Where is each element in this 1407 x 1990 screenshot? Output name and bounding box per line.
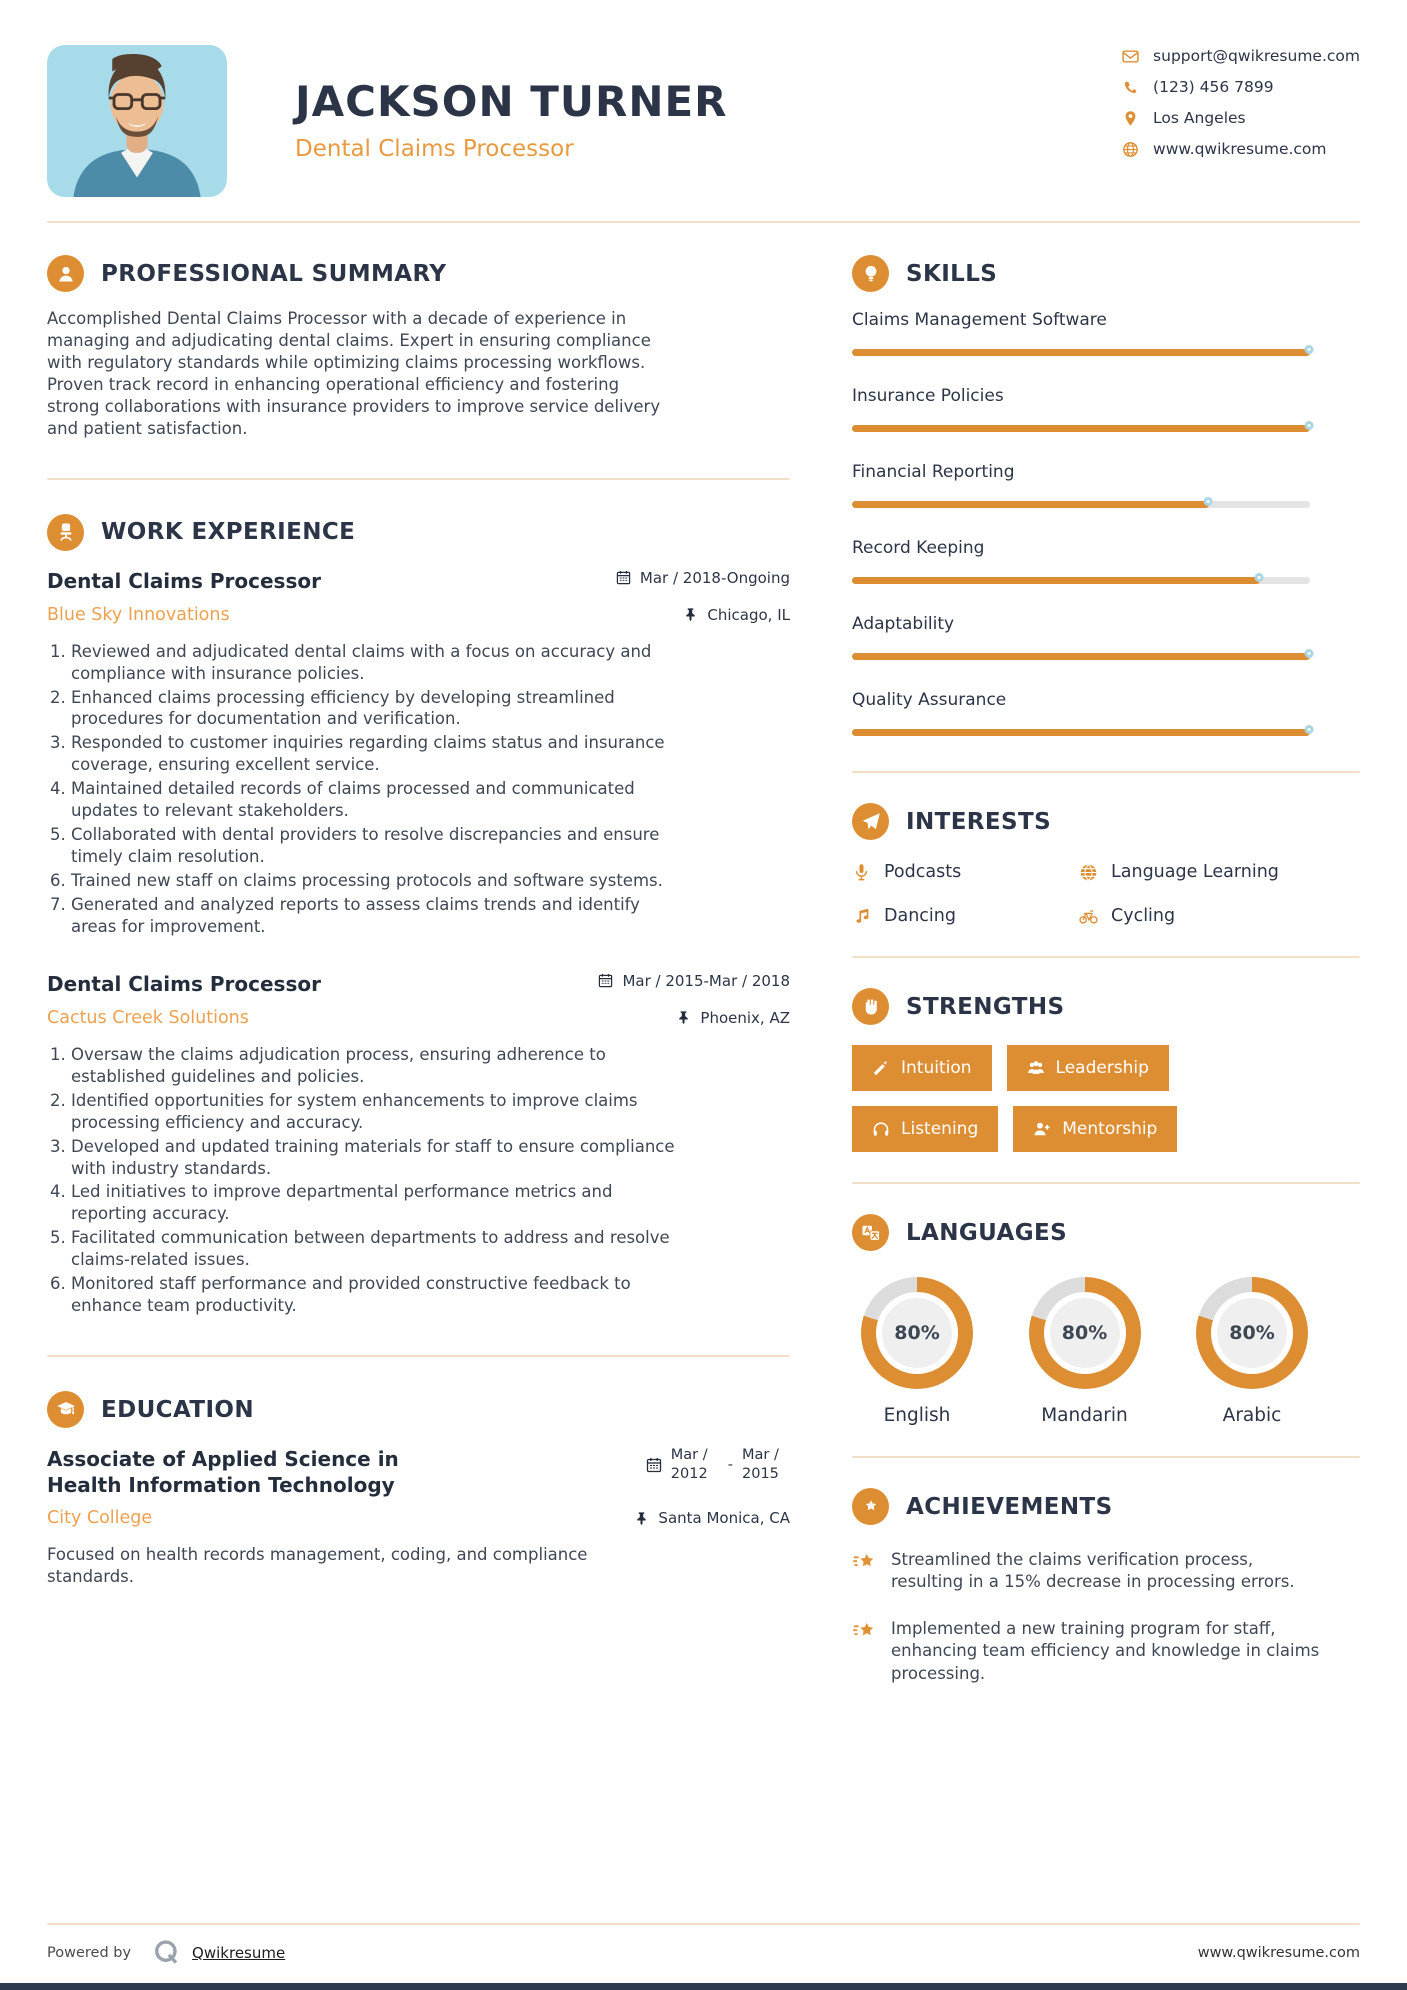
contact-website-value: www.qwikresume.com xyxy=(1153,140,1327,158)
strength-badge xyxy=(852,1045,992,1091)
job-bullet: 6. Monitored staff performance and provided constructive feedback to enhance team productivity. xyxy=(71,1273,675,1317)
pushpin-icon xyxy=(683,607,698,622)
contact-email-value: support@qwikresume.com xyxy=(1153,47,1360,65)
section-title-education: EDUCATION xyxy=(101,1396,255,1423)
achievements-section-heading xyxy=(852,1488,1360,1525)
interest-item xyxy=(852,862,1079,882)
slider-handle xyxy=(1305,649,1314,658)
education-location: Santa Monica, CA xyxy=(634,1509,790,1527)
languages-list xyxy=(852,1277,1317,1426)
job-dates: Mar / 2018-Ongoing xyxy=(616,569,790,587)
contact-phone xyxy=(1122,78,1360,96)
skill-slider xyxy=(852,345,1310,361)
section-title-achievements: ACHIEVEMENTS xyxy=(906,1493,1113,1520)
left-column xyxy=(47,255,790,1685)
header-divider xyxy=(47,221,1360,223)
strength-label: Listening xyxy=(901,1119,979,1139)
identity-block xyxy=(295,77,728,162)
language-donut xyxy=(1029,1277,1141,1389)
skill-slider xyxy=(852,497,1310,513)
email-icon xyxy=(1122,48,1139,65)
shooting-star-icon xyxy=(852,1620,876,1644)
calendar-icon xyxy=(616,570,631,585)
achievement-item xyxy=(852,1618,1360,1685)
language-percent: 80% xyxy=(1050,1298,1120,1368)
pushpin-icon xyxy=(676,1010,691,1025)
job-bullet: 3. Developed and updated training materials for staff to ensure compliance with industry standards. xyxy=(71,1136,675,1180)
contact-phone-value: (123) 456 7899 xyxy=(1153,78,1274,96)
music-note-icon xyxy=(852,907,871,926)
person-name: JACKSON TURNER xyxy=(295,77,728,126)
education-entry xyxy=(47,1446,790,1498)
language-name: Arabic xyxy=(1222,1405,1282,1426)
qwikresume-logo-icon xyxy=(153,1939,180,1966)
section-divider xyxy=(852,771,1360,773)
interest-label: Podcasts xyxy=(884,862,962,882)
office-chair-icon xyxy=(47,514,84,551)
header xyxy=(47,0,1360,197)
language-item xyxy=(1020,1277,1150,1426)
skill-item xyxy=(852,462,1360,513)
lightbulb-icon xyxy=(852,255,889,292)
interest-item xyxy=(852,906,1079,926)
language-item xyxy=(852,1277,982,1426)
section-divider xyxy=(852,956,1360,958)
shooting-star-icon xyxy=(852,1551,876,1575)
person-job-title: Dental Claims Processor xyxy=(295,136,574,162)
website-icon xyxy=(1122,141,1139,158)
job-company: Blue Sky Innovations xyxy=(47,604,230,625)
achievements-list xyxy=(852,1549,1360,1685)
skill-name: Insurance Policies xyxy=(852,386,1004,406)
right-column xyxy=(852,255,1360,1685)
strengths-list xyxy=(852,1045,1322,1152)
skill-name: Quality Assurance xyxy=(852,690,1007,710)
job-bullet: 4. Led initiatives to improve departmental performance metrics and reporting accuracy. xyxy=(71,1181,675,1225)
section-title-skills: SKILLS xyxy=(906,260,998,287)
job-bullet: 1. Oversaw the claims adjudication process, ensuring adherence to established guidelines and policies. xyxy=(71,1044,675,1088)
slider-handle xyxy=(1305,421,1314,430)
graduate-icon xyxy=(47,1391,84,1428)
magic-wand-icon xyxy=(872,1059,890,1077)
interest-label: Language Learning xyxy=(1111,862,1279,882)
language-donut xyxy=(861,1277,973,1389)
qwikresume-link[interactable]: Qwikresume xyxy=(192,1943,286,1962)
job-bullet: 5. Collaborated with dental providers to resolve discrepancies and ensure timely claim resolution. xyxy=(71,824,675,868)
section-divider xyxy=(47,1355,790,1357)
strength-badge xyxy=(1013,1106,1177,1152)
section-title-strengths: STRENGTHS xyxy=(906,993,1065,1020)
location-icon xyxy=(1122,110,1139,127)
language-item xyxy=(1187,1277,1317,1426)
strengths-section-heading xyxy=(852,988,1360,1025)
interest-item xyxy=(1079,906,1360,926)
job-bullets xyxy=(47,641,675,938)
degree-title: Associate of Applied Science in Health Information Technology xyxy=(47,1447,399,1498)
language-name: Mandarin xyxy=(1041,1405,1128,1426)
calendar-icon xyxy=(598,973,613,988)
section-divider xyxy=(47,478,790,480)
job-bullet: 2. Enhanced claims processing efficiency by developing streamlined procedures for documentation and verification. xyxy=(71,687,675,731)
skill-slider xyxy=(852,573,1310,589)
skill-name: Adaptability xyxy=(852,614,955,634)
paper-plane-icon xyxy=(852,803,889,840)
person-portrait-illustration xyxy=(47,45,227,197)
summary-section-heading xyxy=(47,255,790,292)
skill-item xyxy=(852,690,1360,741)
education-dates xyxy=(646,1446,790,1484)
language-percent: 80% xyxy=(1217,1298,1287,1368)
microphone-icon xyxy=(852,863,871,882)
strength-label: Leadership xyxy=(1055,1058,1149,1078)
section-title-work: WORK EXPERIENCE xyxy=(101,519,356,546)
languages-section-heading xyxy=(852,1214,1360,1251)
user-plus-icon xyxy=(1033,1120,1051,1138)
skill-slider xyxy=(852,421,1310,437)
achievement-text: Implemented a new training program for staff, enhancing team efficiency and knowledge in claims processing. xyxy=(891,1618,1320,1683)
skill-item xyxy=(852,310,1360,361)
strength-label: Mentorship xyxy=(1062,1119,1158,1139)
contact-location xyxy=(1122,109,1360,127)
job-location: Phoenix, AZ xyxy=(676,1009,790,1027)
language-donut xyxy=(1196,1277,1308,1389)
slider-handle xyxy=(1254,573,1263,582)
job-entry xyxy=(47,972,790,1317)
section-title-languages: LANGUAGES xyxy=(906,1219,1068,1246)
job-title: Dental Claims Processor xyxy=(47,971,321,996)
work-section-heading xyxy=(47,514,790,551)
skill-name: Claims Management Software xyxy=(852,310,1107,330)
job-bullet: 1. Reviewed and adjudicated dental claims with a focus on accuracy and compliance with insurance policies. xyxy=(71,641,675,685)
interests-section-heading xyxy=(852,803,1360,840)
strength-label: Intuition xyxy=(901,1058,972,1078)
language-percent: 80% xyxy=(882,1298,952,1368)
slider-handle xyxy=(1204,497,1213,506)
education-date-separator: - xyxy=(727,1456,733,1473)
team-icon xyxy=(1027,1059,1045,1077)
job-entry xyxy=(47,569,790,938)
powered-by-label: Powered by xyxy=(47,1944,132,1961)
profile-photo xyxy=(47,45,227,197)
skill-item xyxy=(852,538,1360,589)
translate-icon xyxy=(852,1214,889,1251)
job-bullet: 7. Generated and analyzed reports to assess claims trends and identify areas for improvement. xyxy=(71,894,675,938)
footer-divider xyxy=(47,1923,1360,1925)
contact-block xyxy=(1122,47,1360,171)
skill-item xyxy=(852,614,1360,665)
badge-star-icon xyxy=(852,1488,889,1525)
fist-icon xyxy=(852,988,889,1025)
contact-website xyxy=(1122,140,1360,158)
interest-label: Dancing xyxy=(884,906,956,926)
bottom-accent-bar xyxy=(0,1983,1407,1990)
strength-badge xyxy=(852,1106,998,1152)
summary-text: Accomplished Dental Claims Processor with a decade of experience in managing and adjudicating dental claims. Expert in ensuring compliance with regulatory standards while optimizing claims processing workflows. Proven track record in enhancing operational efficiency and fostering strong collaborations with insurance providers to improve service delivery and patient satisfaction. xyxy=(47,309,661,438)
bicycle-icon xyxy=(1079,907,1098,926)
interest-item xyxy=(1079,862,1360,882)
globe-icon xyxy=(1079,863,1098,882)
section-divider xyxy=(852,1456,1360,1458)
education-section-heading xyxy=(47,1391,790,1428)
interest-label: Cycling xyxy=(1111,906,1176,926)
job-company: Cactus Creek Solutions xyxy=(47,1007,249,1028)
skill-slider xyxy=(852,649,1310,665)
education-description: Focused on health records management, coding, and compliance standards. xyxy=(47,1545,588,1586)
skill-slider xyxy=(852,725,1310,741)
section-divider xyxy=(852,1182,1360,1184)
achievement-item xyxy=(852,1549,1360,1594)
job-bullet: 4. Maintained detailed records of claims processed and communicated updates to relevant stakeholders. xyxy=(71,778,675,822)
job-dates: Mar / 2015-Mar / 2018 xyxy=(598,972,790,990)
pushpin-icon xyxy=(634,1511,649,1526)
skill-name: Financial Reporting xyxy=(852,462,1015,482)
strength-badge xyxy=(1007,1045,1169,1091)
job-bullet: 3. Responded to customer inquiries regarding claims status and insurance coverage, ensuring excellent service. xyxy=(71,732,675,776)
calendar-icon xyxy=(646,1457,662,1473)
job-title: Dental Claims Processor xyxy=(47,568,321,593)
job-bullet: 6. Trained new staff on claims processing protocols and software systems. xyxy=(71,870,675,892)
section-title-interests: INTERESTS xyxy=(906,808,1052,835)
slider-handle xyxy=(1305,725,1314,734)
section-title-summary: PROFESSIONAL SUMMARY xyxy=(101,260,447,287)
skills-section-heading xyxy=(852,255,1360,292)
contact-email xyxy=(1122,47,1360,65)
job-bullet: 2. Identified opportunities for system enhancements to improve claims processing efficiency and accuracy. xyxy=(71,1090,675,1134)
footer xyxy=(47,1923,1360,1966)
phone-icon xyxy=(1122,79,1139,96)
job-bullet: 5. Facilitated communication between departments to address and resolve claims-related issues. xyxy=(71,1227,675,1271)
education-date-start: Mar / 2012 xyxy=(670,1447,708,1482)
user-icon xyxy=(47,255,84,292)
job-bullets xyxy=(47,1044,675,1317)
achievement-text: Streamlined the claims verification process, resulting in a 15% decrease in processing errors. xyxy=(891,1550,1295,1592)
headphones-icon xyxy=(872,1120,890,1138)
education-date-end: Mar / 2015 xyxy=(742,1447,779,1482)
interests-list xyxy=(852,862,1360,926)
language-name: English xyxy=(883,1405,951,1426)
job-location: Chicago, IL xyxy=(683,606,790,624)
contact-location-value: Los Angeles xyxy=(1153,109,1246,127)
education-school: City College xyxy=(47,1508,153,1529)
skills-list xyxy=(852,310,1360,741)
skill-name: Record Keeping xyxy=(852,538,985,558)
skill-item xyxy=(852,386,1360,437)
slider-handle xyxy=(1305,345,1314,354)
footer-website: www.qwikresume.com xyxy=(1197,1944,1360,1961)
